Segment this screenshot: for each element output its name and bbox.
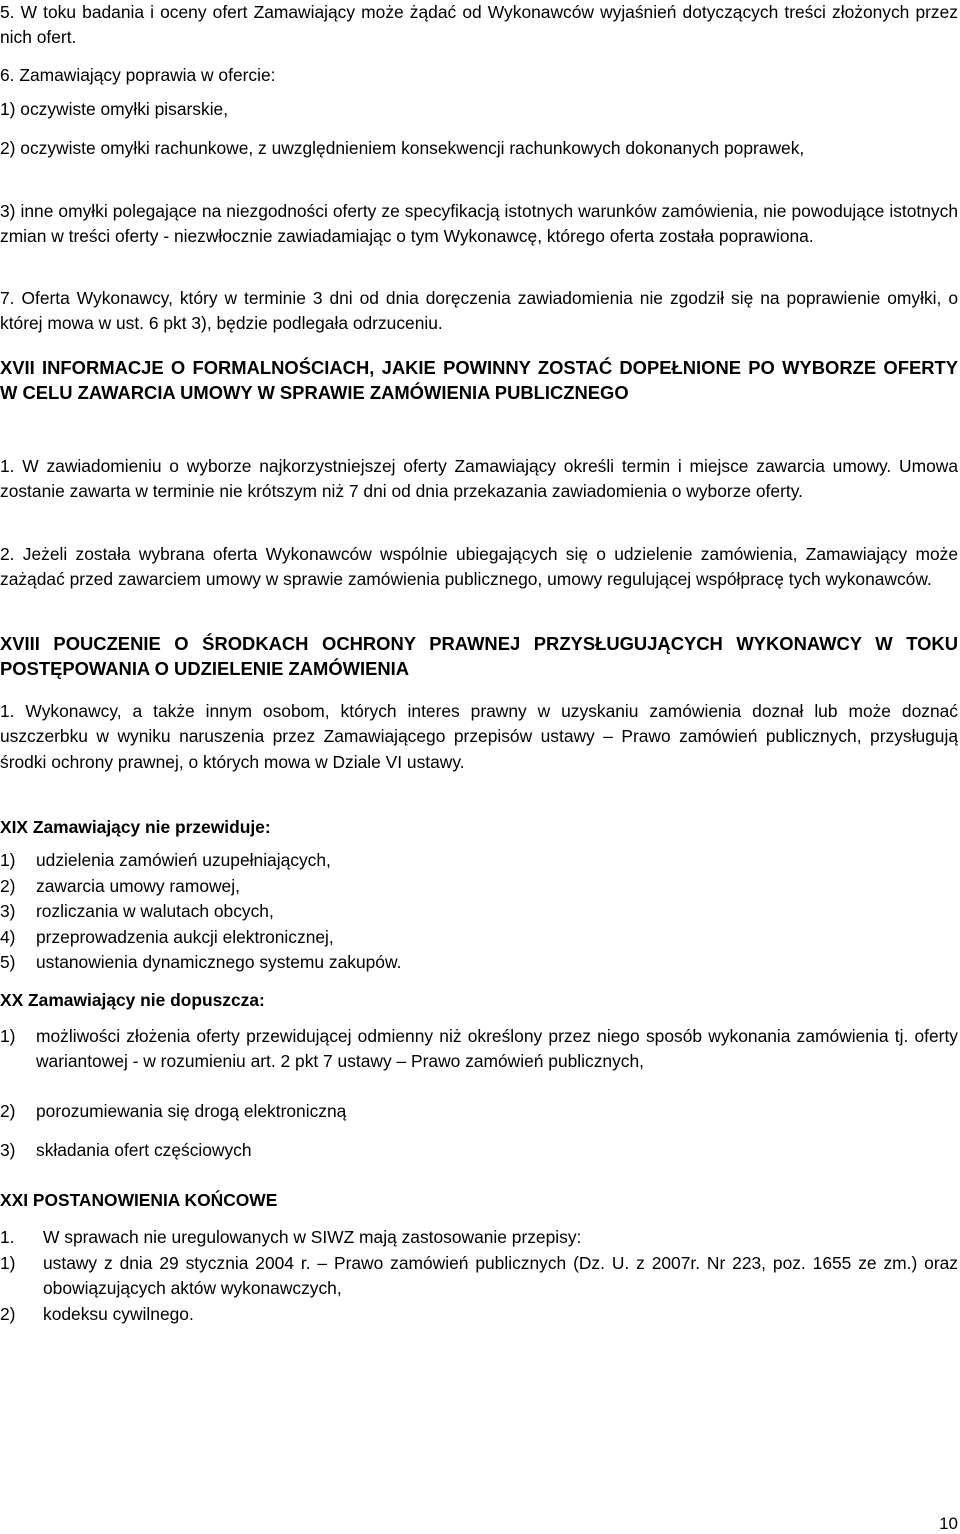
list-item-6-1: 1) oczywiste omyłki pisarskie, <box>0 99 229 119</box>
list-text: W sprawach nie uregulowanych w SIWZ mają zastosowanie przepisy: <box>43 1227 582 1247</box>
list-number: 1) <box>0 850 16 870</box>
list-text: rozliczania w walutach obcych, <box>36 901 274 921</box>
section-xxi-heading: XXI POSTANOWIENIA KOŃCOWE <box>0 1190 278 1210</box>
list-number: 2) <box>0 876 16 896</box>
section-xviii-heading: XVIII POUCZENIE O ŚRODKACH OCHRONY PRAWNEJ PRZYSŁUGUJĄCYCH WYKONAWCY W TOKU POSTĘPOWANIA O UDZIELENIE ZAMÓWIENIA <box>0 633 958 679</box>
list-number: 3) <box>0 1140 16 1160</box>
list-text: zawarcia umowy ramowej, <box>36 876 240 896</box>
list-number: 2) <box>0 1304 16 1324</box>
list-number: 3) <box>0 901 16 921</box>
list-number: 1) <box>0 1253 16 1273</box>
section-xvii-heading: XVII INFORMACJE O FORMALNOŚCIACH, JAKIE POWINNY ZOSTAĆ DOPEŁNIONE PO WYBORZE OFERTY W CELU ZAWARCIA UMOWY W SPRAWIE ZAMÓWIENIA PUBLICZNEGO <box>0 357 958 403</box>
list-number: 2) <box>0 1101 16 1121</box>
list-number: 4) <box>0 927 16 947</box>
list-text: porozumiewania się drogą elektroniczną <box>36 1101 347 1121</box>
paragraph-item-6: 6. Zamawiający poprawia w ofercie: <box>0 65 276 85</box>
section-xix-heading: XIX Zamawiający nie przewiduje: <box>0 817 271 837</box>
section-xx-heading: XX Zamawiający nie dopuszcza: <box>0 990 265 1010</box>
list-number: 1. <box>0 1227 15 1247</box>
section-xviii-paragraph-1: 1. Wykonawcy, a także innym osobom, których interes prawny w uzyskaniu zamówienia doznał lub może doznać uszczerbku w wyniku naruszenia przez Zamawiającego przepisów ustawy – Prawo zamówień publicznych, przysługują środki ochrony prawnej, o których mowa w Dziale VI ustawy. <box>0 701 958 772</box>
list-text: kodeksu cywilnego. <box>43 1304 194 1324</box>
list-text: udzielenia zamówień uzupełniających, <box>36 850 331 870</box>
list-number: 5) <box>0 952 16 972</box>
list-item-6-2: 2) oczywiste omyłki rachunkowe, z uwzględnieniem konsekwencji rachunkowych dokonanych poprawek, <box>0 138 805 158</box>
list-item-6-3: 3) inne omyłki polegające na niezgodności oferty ze specyfikacją istotnych warunków zamówienia, nie powodujące istotnych zmian w treści oferty - niezwłocznie zawiadamiając o tym Wykonawcę, którego oferta została poprawiona. <box>0 201 958 247</box>
list-text: ustanowienia dynamicznego systemu zakupów. <box>36 952 402 972</box>
list-text: składania ofert częściowych <box>36 1140 252 1160</box>
paragraph-item-7: 7. Oferta Wykonawcy, który w terminie 3 dni od dnia doręczenia zawiadomienia nie zgodził się na poprawienie omyłki, o której mowa w ust. 6 pkt 3), będzie podlegała odrzuceniu. <box>0 288 958 334</box>
page-number: 10 <box>939 1514 958 1533</box>
section-xvii-paragraph-1: 1. W zawiadomieniu o wyborze najkorzystniejszej oferty Zamawiający określi termin i miejsce zawarcia umowy. Umowa zostanie zawarta w terminie nie krótszym niż 7 dni od dnia przekazania zawiadomienia o wyborze oferty. <box>0 456 958 502</box>
list-text: przeprowadzenia aukcji elektronicznej, <box>36 927 334 947</box>
list-number: 1) <box>0 1026 16 1046</box>
list-text: możliwości złożenia oferty przewidującej odmienny niż określony przez niego sposób wykonania zamówienia tj. oferty wariantowej - w rozumieniu art. 2 pkt 7 ustawy – Prawo zamówień publicznych, <box>36 1026 958 1072</box>
list-text: ustawy z dnia 29 stycznia 2004 r. – Prawo zamówień publicznych (Dz. U. z 2007r. Nr 223, poz. 1655 ze zm.) oraz obowiązujących aktów wykonawczych, <box>43 1253 958 1299</box>
section-xvii-paragraph-2: 2. Jeżeli została wybrana oferta Wykonawców wspólnie ubiegających się o udzielenie zamówienia, Zamawiający może zażądać przed zawarciem umowy w sprawie zamówienia publicznego, umowy regulującej współpracę tych wykonawców. <box>0 544 958 590</box>
paragraph-item-5: 5. W toku badania i oceny ofert Zamawiający może żądać od Wykonawców wyjaśnień dotyczących treści złożonych przez nich ofert. <box>0 2 958 48</box>
